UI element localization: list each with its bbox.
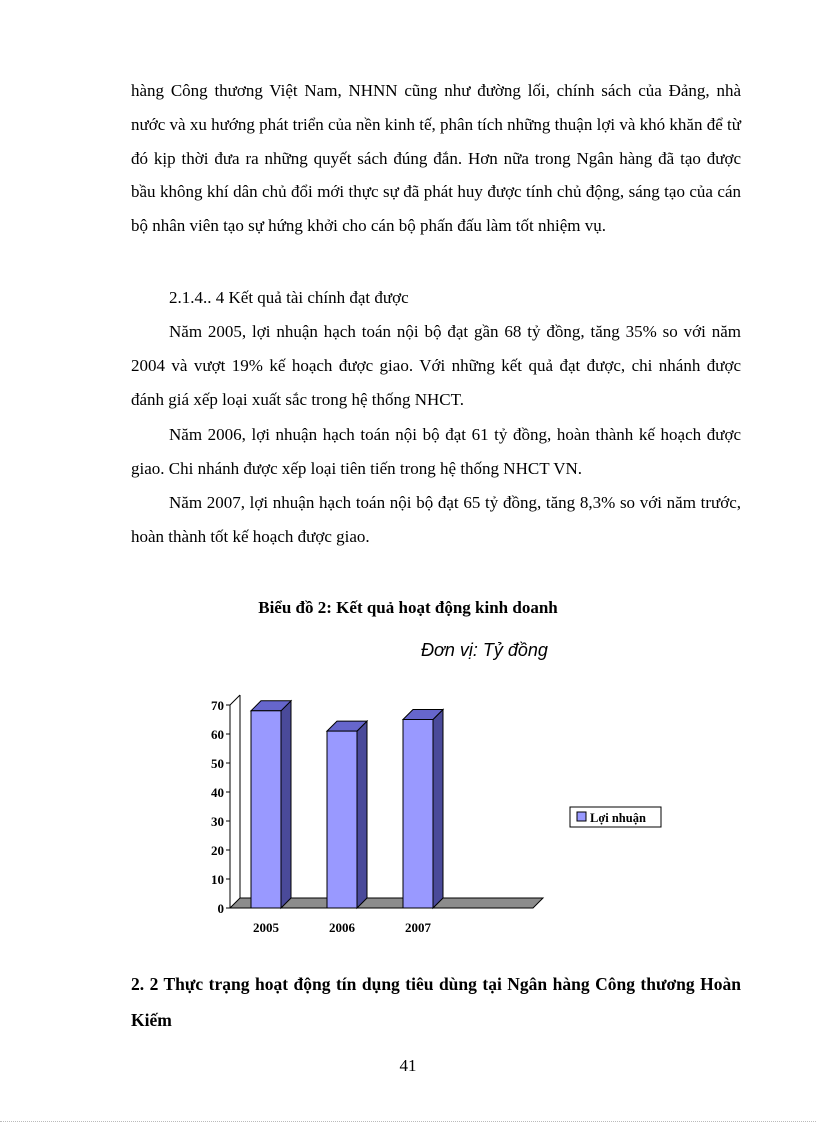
bar-side bbox=[357, 721, 367, 908]
paragraph-2006: Năm 2006, lợi nhuận hạch toán nội bộ đạt 61 tỷ đồng, hoàn thành kế hoạch được giao. Chi nhánh được xếp loại tiên tiến trong hệ thống NHCT VN. bbox=[131, 425, 741, 478]
page-number: 41 bbox=[399, 1056, 417, 1075]
y-tick-label: 10 bbox=[211, 872, 224, 887]
y-tick-label: 60 bbox=[211, 727, 224, 742]
bar bbox=[327, 731, 357, 908]
profit-bar-chart bbox=[190, 690, 690, 950]
subsection-heading: 2.1.4.. 4 Kết quả tài chính đạt được bbox=[169, 288, 409, 307]
paragraph-2005: Năm 2005, lợi nhuận hạch toán nội bộ đạt gần 68 tỷ đồng, tăng 35% so với năm 2004 và vượt 19% kế hoạch được giao. Với những kết quả đạt được, chi nhánh được đánh giá xếp loại xuất sắc trong hệ thống NHCT. bbox=[131, 322, 741, 409]
y-tick-label: 70 bbox=[211, 698, 224, 713]
paragraph-intro: hàng Công thương Việt Nam, NHNN cũng như đường lối, chính sách của Đảng, nhà nước và xu hướng phát triển của nền kinh tế, phân tích những thuận lợi và khó khăn để từ đó kịp thời đưa ra những quyết sách đúng đắn. Hơn nữa trong Ngân hàng đã tạo được bầu không khí dân chủ đổi mới thực sự đã phát huy được tính chủ động, sáng tạo của cán bộ nhân viên tạo sự hứng khởi cho cán bộ phấn đấu làm tốt nhiệm vụ. bbox=[131, 81, 741, 236]
y-tick-label: 40 bbox=[211, 785, 224, 800]
y-tick-label: 30 bbox=[211, 814, 224, 829]
y-tick-label: 50 bbox=[211, 756, 224, 771]
bar bbox=[251, 711, 281, 908]
y-axis-top-cap bbox=[230, 695, 240, 705]
x-tick-label: 2005 bbox=[253, 920, 279, 935]
x-tick-label: 2007 bbox=[405, 920, 431, 935]
legend-swatch bbox=[577, 812, 586, 821]
y-tick-label: 20 bbox=[211, 843, 224, 858]
bar bbox=[403, 720, 433, 909]
section-heading: 2. 2 Thực trạng hoạt động tín dụng tiêu dùng tại Ngân hàng Công thương Hoàn Kiếm bbox=[131, 974, 741, 1030]
x-tick-label: 2006 bbox=[329, 920, 355, 935]
paragraph-2007: Năm 2007, lợi nhuận hạch toán nội bộ đạt 65 tỷ đồng, tăng 8,3% so với năm trước, hoàn thành tốt kế hoạch được giao. bbox=[131, 493, 741, 546]
bar-side bbox=[433, 710, 443, 909]
legend-label: Lợi nhuận bbox=[590, 811, 646, 825]
unit-label: Đơn vị: Tỷ đồng bbox=[421, 640, 548, 660]
chart-caption: Biểu đồ 2: Kết quả hoạt động kinh doanh bbox=[258, 598, 558, 617]
bar-side bbox=[281, 701, 291, 908]
page-bottom-rule bbox=[0, 1121, 816, 1122]
y-tick-label: 0 bbox=[217, 901, 224, 916]
